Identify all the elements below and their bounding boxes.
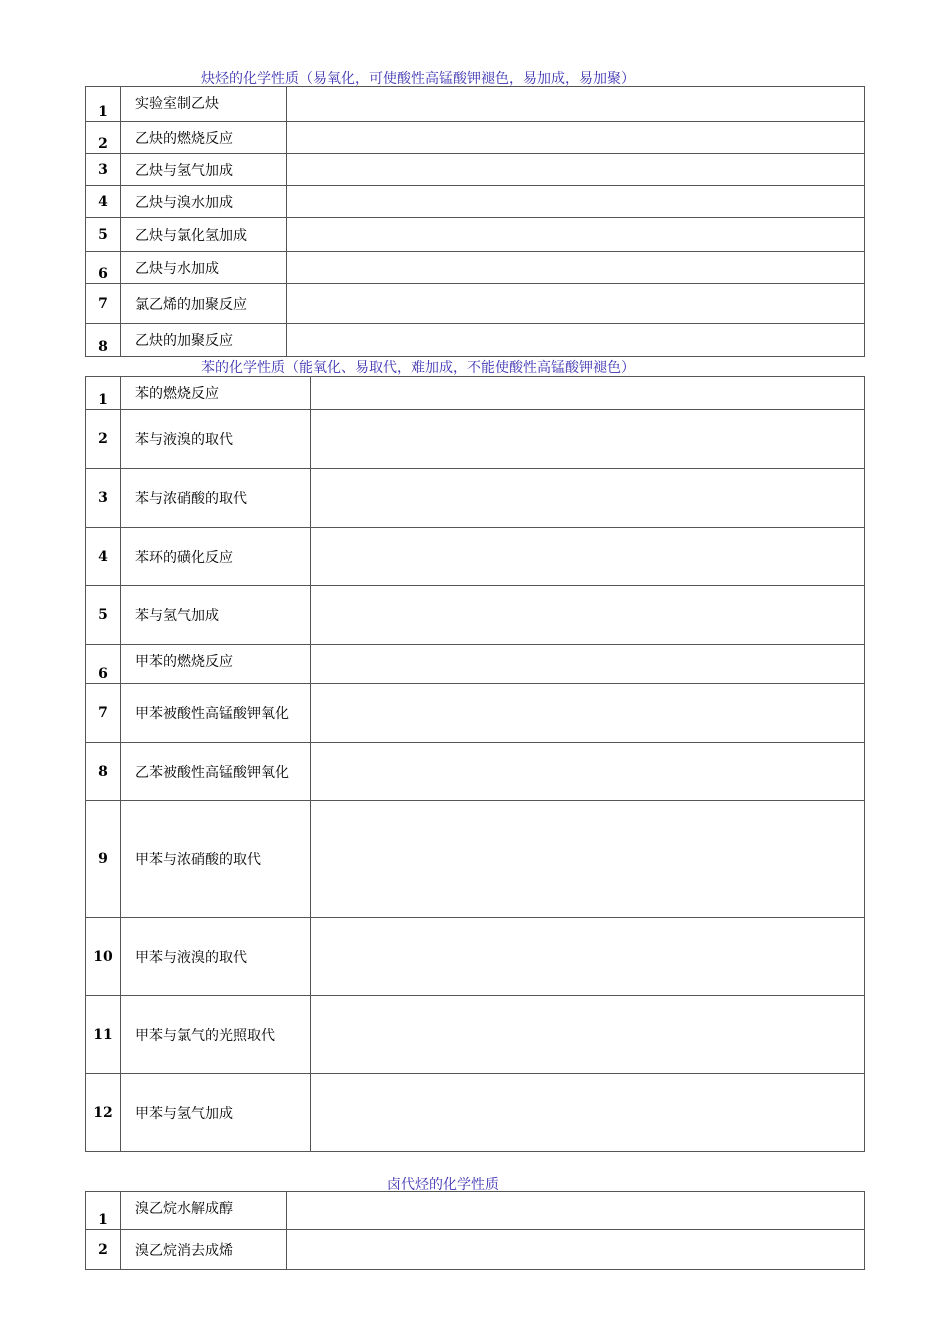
table-row — [86, 996, 865, 1074]
answer-cell[interactable] — [287, 218, 865, 252]
row-number: 2 — [86, 410, 121, 469]
row-number: 3 — [86, 469, 121, 528]
reaction-name: 甲苯与氯气的光照取代 — [121, 996, 311, 1074]
table-row — [86, 1074, 865, 1152]
alkyne-reactions-table — [85, 86, 865, 357]
reaction-name: 甲苯的燃烧反应 — [121, 645, 311, 684]
row-number: 10 — [86, 918, 121, 996]
answer-cell[interactable] — [311, 918, 865, 996]
table-row — [86, 252, 865, 284]
section-title-haloalkane: 卤代烃的化学性质 — [387, 1177, 499, 1193]
answer-cell[interactable] — [311, 996, 865, 1074]
table-row — [86, 87, 865, 122]
row-number: 6 — [86, 645, 121, 684]
row-number: 8 — [86, 324, 121, 357]
answer-cell[interactable] — [311, 645, 865, 684]
reaction-name: 乙炔与氯化氢加成 — [121, 218, 287, 252]
table-row — [86, 801, 865, 918]
haloalkane-reactions-table — [85, 1191, 865, 1270]
reaction-name: 氯乙烯的加聚反应 — [121, 284, 287, 324]
answer-cell[interactable] — [287, 252, 865, 284]
row-number: 6 — [86, 252, 121, 284]
section-title-benzene: 苯的化学性质（能氧化、易取代，难加成，不能使酸性高锰酸钾褪色） — [201, 360, 635, 376]
answer-cell[interactable] — [287, 1192, 865, 1230]
answer-cell[interactable] — [311, 684, 865, 743]
answer-cell[interactable] — [287, 324, 865, 357]
table-row — [86, 122, 865, 154]
row-number: 8 — [86, 743, 121, 801]
answer-cell[interactable] — [287, 122, 865, 154]
table-row — [86, 684, 865, 743]
row-number: 7 — [86, 684, 121, 743]
table-row — [86, 410, 865, 469]
section-title-alkyne: 炔烃的化学性质（易氧化，可使酸性高锰酸钾褪色，易加成，易加聚） — [201, 71, 635, 87]
reaction-name: 乙炔的加聚反应 — [121, 324, 287, 357]
answer-cell[interactable] — [287, 87, 865, 122]
reaction-name: 溴乙烷水解成醇 — [121, 1192, 287, 1230]
table-row — [86, 586, 865, 645]
row-number: 1 — [86, 1192, 121, 1230]
row-number: 4 — [86, 528, 121, 586]
table-row — [86, 218, 865, 252]
reaction-name: 乙炔的燃烧反应 — [121, 122, 287, 154]
table-row — [86, 645, 865, 684]
reaction-name: 乙炔与氢气加成 — [121, 154, 287, 186]
row-number: 1 — [86, 87, 121, 122]
row-number: 7 — [86, 284, 121, 324]
answer-cell[interactable] — [311, 1074, 865, 1152]
table-row — [86, 918, 865, 996]
reaction-name: 溴乙烷消去成烯 — [121, 1230, 287, 1270]
row-number: 2 — [86, 1230, 121, 1270]
answer-cell[interactable] — [311, 377, 865, 410]
reaction-name: 乙苯被酸性高锰酸钾氧化 — [121, 743, 311, 801]
row-number: 9 — [86, 801, 121, 918]
reaction-name: 甲苯被酸性高锰酸钾氧化 — [121, 684, 311, 743]
table-row — [86, 1230, 865, 1270]
table-row — [86, 743, 865, 801]
reaction-name: 苯与浓硝酸的取代 — [121, 469, 311, 528]
row-number: 4 — [86, 186, 121, 218]
table-row — [86, 528, 865, 586]
reaction-name: 苯与液溴的取代 — [121, 410, 311, 469]
table-row — [86, 377, 865, 410]
answer-cell[interactable] — [311, 469, 865, 528]
answer-cell[interactable] — [311, 743, 865, 801]
answer-cell[interactable] — [287, 186, 865, 218]
table-row — [86, 284, 865, 324]
answer-cell[interactable] — [287, 284, 865, 324]
reaction-name: 苯的燃烧反应 — [121, 377, 311, 410]
answer-cell[interactable] — [311, 801, 865, 918]
reaction-name: 苯环的磺化反应 — [121, 528, 311, 586]
table-row — [86, 469, 865, 528]
reaction-name: 乙炔与水加成 — [121, 252, 287, 284]
answer-cell[interactable] — [311, 410, 865, 469]
table-row — [86, 154, 865, 186]
reaction-name: 实验室制乙炔 — [121, 87, 287, 122]
table-row — [86, 186, 865, 218]
reaction-name: 乙炔与溴水加成 — [121, 186, 287, 218]
benzene-reactions-table — [85, 376, 865, 1152]
reaction-name: 甲苯与液溴的取代 — [121, 918, 311, 996]
row-number: 5 — [86, 218, 121, 252]
answer-cell[interactable] — [287, 154, 865, 186]
row-number: 12 — [86, 1074, 121, 1152]
row-number: 1 — [86, 377, 121, 410]
row-number: 3 — [86, 154, 121, 186]
row-number: 5 — [86, 586, 121, 645]
row-number: 2 — [86, 122, 121, 154]
answer-cell[interactable] — [311, 528, 865, 586]
answer-cell[interactable] — [287, 1230, 865, 1270]
row-number: 11 — [86, 996, 121, 1074]
reaction-name: 甲苯与氢气加成 — [121, 1074, 311, 1152]
table-row — [86, 1192, 865, 1230]
table-row — [86, 324, 865, 357]
reaction-name: 苯与氢气加成 — [121, 586, 311, 645]
answer-cell[interactable] — [311, 586, 865, 645]
reaction-name: 甲苯与浓硝酸的取代 — [121, 801, 311, 918]
